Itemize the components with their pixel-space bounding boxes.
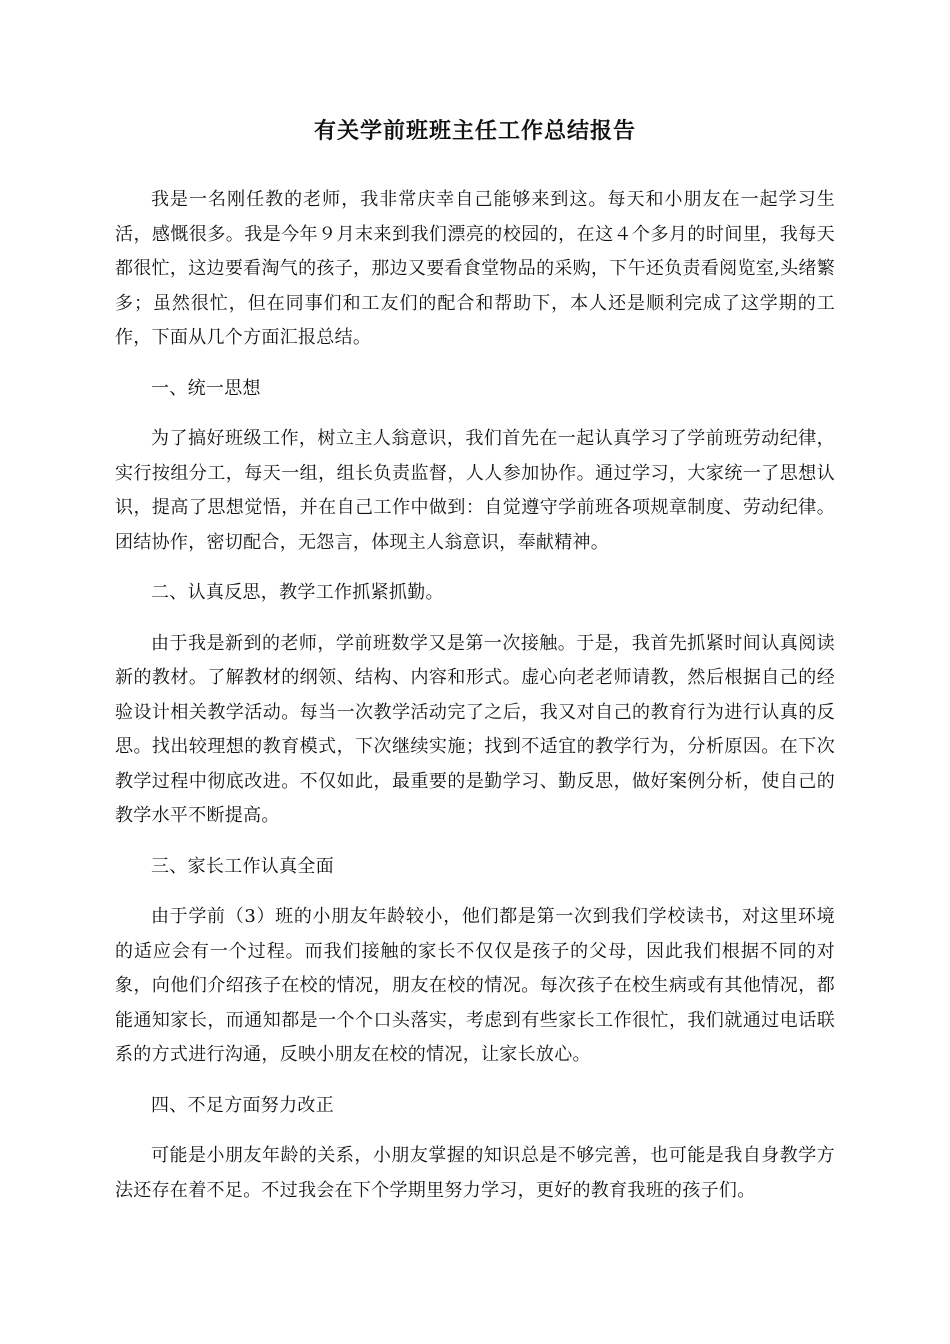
paragraph-section-1: 为了搞好班级工作，树立主人翁意识，我们首先在一起认真学习了学前班劳动纪律，实行按组分工，每天一组，组长负责监督，人人参加协作。通过学习，大家统一了思想认识，提高了思想觉悟，并在自己工作中做到：自觉遵守学前班各项规章制度、劳动纪律。团结协作，密切配合，无怨言，体现主人翁意识，奉献精神。	[115, 428, 835, 553]
document-body	[115, 183, 835, 1224]
paragraph-section-2: 由于我是新到的老师，学前班数学又是第一次接触。于是，我首先抓紧时间认真阅读新的教材。了解教材的纲领、结构、内容和形式。虚心向老老师请教，然后根据自己的经验设计相关教学活动。每当一次教学活动完了之后，我又对自己的教育行为进行认真的反思。找出较理想的教育模式，下次继续实施；找到不适宜的教学行为，分析原因。在下次教学过程中彻底改进。不仅如此，最重要的是勤学习、勤反思，做好案例分析，使自己的教学水平不断提高。	[115, 632, 835, 826]
section-heading-3: 三、家长工作认真全面	[151, 855, 334, 877]
document-title: 有关学前班班主任工作总结报告	[313, 119, 636, 144]
section-heading-1: 一、统一思想	[151, 377, 261, 399]
section-heading-2: 二、认真反思，教学工作抓紧抓勤。	[151, 582, 444, 603]
paragraph-intro: 我是一名刚任教的老师，我非常庆幸自己能够来到这。每天和小朋友在一起学习生活，感慨很多。我是今年９月末来到我们漂亮的校园的，在这４个多月的时间里，我每天都很忙，这边要看淘气的孩子，那边又要看食堂物品的采购，下午还负责看阅览室,头绪繁多；虽然很忙，但在同事们和工友们的配合和帮助下，本人还是顺利完成了这学期的工作，下面从几个方面汇报总结。	[115, 189, 835, 348]
paragraph-section-3: 由于学前（3）班的小朋友年龄较小，他们都是第一次到我们学校读书，对这里环境的适应会有一个过程。而我们接触的家长不仅仅是孩子的父母，因此我们根据不同的对象，向他们介绍孩子在校的情况，朋友在校的情况。每次孩子在校生病或有其他情况，都能通知家长，而通知都是一个个口头落实，考虑到有些家长工作很忙，我们就通过电话联系的方式进行沟通，反映小朋友在校的情况，让家长放心。	[115, 906, 835, 1065]
paragraph-section-4: 可能是小朋友年龄的关系，小朋友掌握的知识总是不够完善，也可能是我自身教学方法还存在着不足。不过我会在下个学期里努力学习，更好的教育我班的孩子们。	[115, 1145, 835, 1201]
section-heading-4: 四、不足方面努力改正	[151, 1094, 334, 1116]
